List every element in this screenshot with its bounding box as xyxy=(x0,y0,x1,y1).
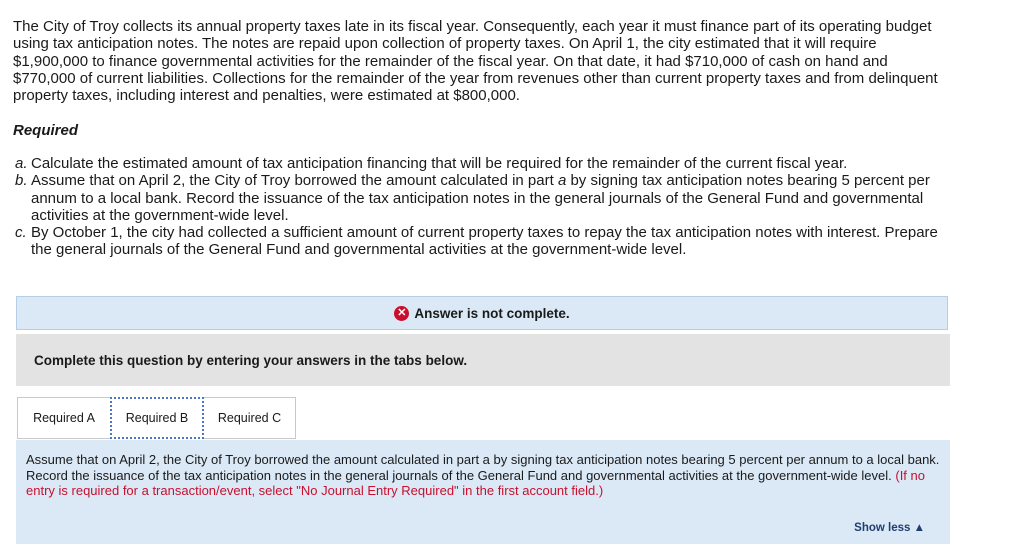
requirement-text-post: by signing tax anticipation notes bearing 5 percent per annum to a local bank. Record the issuance of the tax anticipation notes in the general journals of the General Fund and governmental activities at the government-wide level. xyxy=(31,172,930,224)
requirement-text: Calculate the estimated amount of tax anticipation financing that will be required for the remainder of the current fiscal year. xyxy=(31,155,848,172)
show-less-link[interactable]: Show less ▲ xyxy=(854,521,925,534)
required-heading: Required xyxy=(13,122,79,139)
answer-status-banner xyxy=(16,296,948,330)
required-tabs xyxy=(17,397,296,439)
requirement-item-b xyxy=(15,172,950,224)
tab-required-b[interactable]: Required B xyxy=(110,397,204,439)
tab-required-c[interactable]: Required C xyxy=(204,397,296,439)
problem-intro: The City of Troy collects its annual property taxes late in its fiscal year. Consequently, each year it must finance part of its operating budget using tax anticipation notes. The notes are repaid upon collection of property taxes. On April 1, the city estimated that it will require $1,900,000 to finance governmental activities for the remainder of the fiscal year. On that date, it had $710,000 of cash on hand and $770,000 of current liabilities. Collections for the remainder of the year from revenues other than current property taxes and from delinquent property taxes, including interest and penalties, were estimated at $800,000. xyxy=(13,18,938,105)
requirements-list xyxy=(15,155,950,259)
x-circle-icon: ✕ xyxy=(394,306,409,321)
requirement-text-pre: Assume that on April 2, the City of Troy borrowed the amount calculated in part xyxy=(31,172,558,190)
requirement-marker: a. xyxy=(15,155,28,172)
panel-note: (If no entry is required for a transaction/event, select "No Journal Entry Required" in the first account field.) xyxy=(26,467,925,498)
requirement-marker: c. xyxy=(15,224,27,242)
requirement-text: By October 1, the city had collected a sufficient amount of current property taxes to repay the tax anticipation notes with interest. Prepare the general journals of the General Fund and governmental activities at the government-wide level. xyxy=(31,224,938,259)
requirement-marker: b. xyxy=(15,172,28,190)
requirement-text-em: a xyxy=(557,172,567,190)
tab-panel-required-b xyxy=(16,440,950,544)
instruction-bar xyxy=(16,334,950,386)
instruction-text: Complete this question by entering your answers in the tabs below. xyxy=(34,352,468,368)
requirement-item-a xyxy=(15,155,950,172)
requirement-item-c xyxy=(15,224,950,259)
answer-status-text: Answer is not complete. xyxy=(414,305,570,321)
panel-text: Assume that on April 2, the City of Troy borrowed the amount calculated in part a by signing tax anticipation notes bearing 5 percent per annum to a local bank. Record the issuance of the tax anticipation notes in the general journals of the General Fund and governmental activities at the government-wide level. xyxy=(26,452,940,483)
tab-required-a[interactable]: Required A xyxy=(17,397,110,439)
